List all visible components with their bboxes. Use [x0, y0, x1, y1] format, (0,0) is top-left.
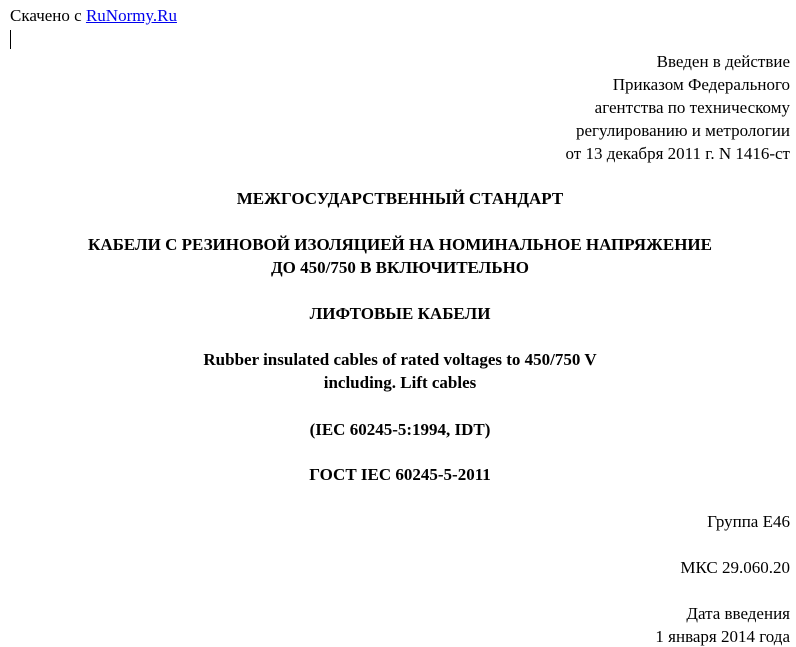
enacted-line-2: Приказом Федерального: [612, 75, 790, 94]
source-prefix: Скачено с: [10, 6, 86, 25]
iec-reference: (IEC 60245-5:1994, IDT): [309, 420, 491, 439]
intro-date-label: Дата введения: [686, 604, 790, 623]
runormy-link[interactable]: RuNormy.Ru: [85, 6, 177, 25]
title-line-2: ДО 450/750 В ВКЛЮЧИТЕЛЬНО: [270, 258, 530, 277]
text-cursor: [10, 30, 11, 49]
enacted-line-3: агентства по техническому: [594, 98, 790, 117]
subtitle: ЛИФТОВЫЕ КАБЕЛИ: [309, 304, 491, 323]
group-code: Группа Е46: [707, 512, 790, 531]
enacted-line-4: регулированию и метрологии: [575, 121, 790, 140]
mks-code: МКС 29.060.20: [680, 558, 790, 577]
intro-date-value: 1 января 2014 года: [655, 627, 790, 646]
english-title-line-2: including. Lift cables: [323, 373, 477, 392]
enacted-line-5: от 13 декабря 2011 г. N 1416-ст: [565, 144, 790, 163]
enacted-line-1: Введен в действие: [656, 52, 790, 71]
source-line: [10, 6, 177, 26]
standard-heading: МЕЖГОСУДАРСТВЕННЫЙ СТАНДАРТ: [236, 189, 564, 208]
english-title-line-1: Rubber insulated cables of rated voltages to 450/750 V: [203, 350, 597, 369]
standard-number: ГОСТ IEC 60245-5-2011: [309, 465, 491, 484]
title-line-1: КАБЕЛИ С РЕЗИНОВОЙ ИЗОЛЯЦИЕЙ НА НОМИНАЛЬНОЕ НАПРЯЖЕНИЕ: [88, 235, 712, 254]
